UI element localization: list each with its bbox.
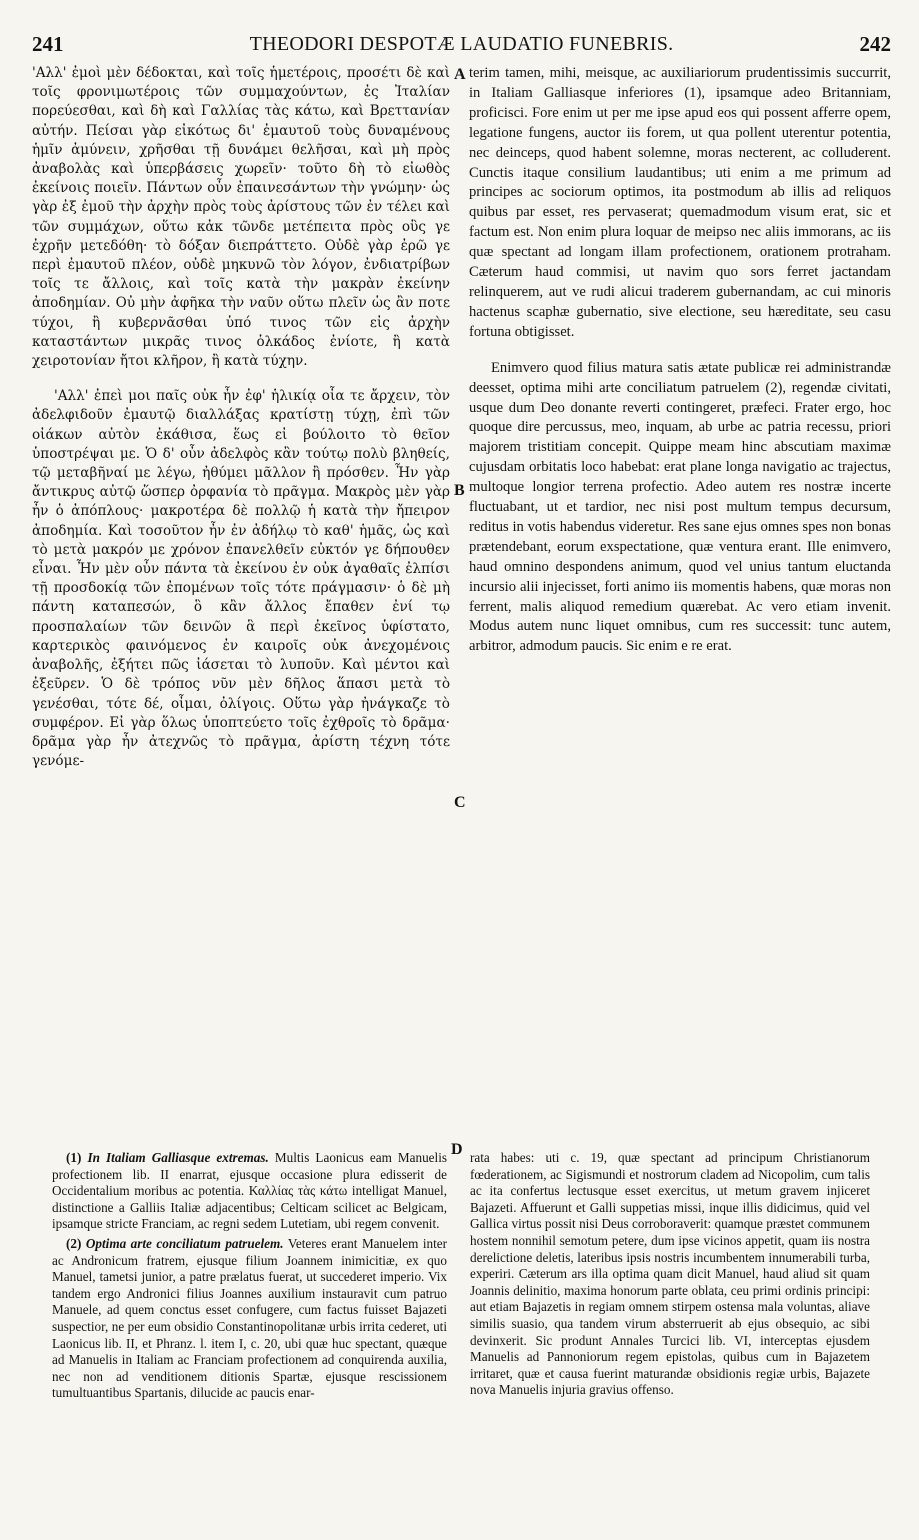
greek-paragraph-2: 'Αλλ' ἐπεὶ μοι παῖς οὐκ ἦν ἐφ' ἡλικίᾳ οἷα τε ἄρχειν, τὸν ἀδελφιδοῦν ἐμαυτῷ διαλλάξας κρατίστῃ τύχῃ, ἐπὶ τῶν οἰάκων αὐτὸν ἐκάθισα, ἕως εἰ βούλοιτο τὸ θεῖον ὑποστρέψαι με. Ὁ δ' οὖν ἀδελφὸς κἂν τούτῳ πολὺ βληθείς, τῷ μεταβῆναί με λέγω, ἠθύμει μᾶλλον ἢ πρόσθεν. Ἦν γὰρ ἄντικρυς αὐτῷ ὥσπερ ὀρφανία τὸ πρᾶγμα. Μακρὸς μὲν γὰρ ἦν ὁ ἀπόπλους· μακροτέρα δὲ πολλῷ ἡ κατὰ τὴν ἤπειρον ἀποδημία. Καὶ τοσοῦτον ἦν ἐν ἀδήλῳ τὸ καθ' ἡμᾶς, ὡς καὶ τὸ μετὰ μακρόν με χρόνον ἐπανελθεῖν εὐκτόν γε δήπουθεν εἶναι. Ἦν μὲν οὖν πάντα τὰ ἐκείνου ἐν οὐκ ἀγαθαῖς ἐλπίσι τῇ προσδοκίᾳ τῶν ἐπομένων τοῖς τότε πράγμασιν· ὁ δὲ μὴ πάντη καταπεσών, ὃ κἂν ἄλλος ἔπαθεν ἐνί τῳ προσπαλαίων τῶν δεινῶν ἃ περὶ ἐκεῖνος ὑφίστατο, καρτερικὸς φαινόμενος ἐν καιροῖς οὐκ ἀνεχομένοις ἀναβολῆς, ἐξήτει πῶς ἰάσεται τὸ λυποῦν. Καὶ μέντοι καὶ ἐξεῦρεν. Ὁ δὲ τρόπος νῦν μὲν δῆλος ἅπασι μετὰ τὸ γενέσθαι, τότε δέ, οἶμαι, ὀλίγοις. Οὕτω γὰρ ἠνάγκαζε τὸ συμφέρον. Εἰ γὰρ ὅλως ὑποπτεύετο τοῖς ἐχθροῖς τὸ δρᾶμα· δρᾶμα γὰρ ἦν ἀτεχνῶς τὸ πρᾶγμα, ἀρίστη τέχνη τότε γενόμε- (32, 388, 450, 770)
greek-paragraph-1: 'Αλλ' ἐμοὶ μὲν δέδοκται, καὶ τοῖς ἡμετέροις, προσέτι δὲ καὶ τοῖς φρονιμωτέροις τῶν συμμαχούντων, ἐς Ἰταλίαν πορεύεσθαι, καὶ δὴ καὶ Γαλλίας τὰς κάτω, καὶ Βρεττανίαν αὐτήν. Πείσαι γὰρ εἰκότως δι' ἐμαυτοῦ τοὺς δυναμένους ἡμῖν ἀμύνειν, χρῆσθαι τῇ δυνάμει θελῆσαι, καὶ μὴ πρὸς ἀναβολὰς καὶ ὑπερβάσεις χωρεῖν· τοῦτο δὴ τὸ εἰωθὸς ἐκείνοις ποιεῖν. Πάντων οὖν ἐπαινεσάντων τὴν γνώμην· ὡς γὰρ ἐξ ἐμοῦ τὴν ἀρχὴν πρὸς τοὺς ἀρίστους τῶν ἐν τέλει καὶ τῶν συμμάχων, οὕτω κἀκ τῶνδε μετέπειτα πρὸς οὓς γε ἐχρῆν μετεδόθη· τὸ δόξαν διεπράττετο. Οὐδὲ γὰρ ἐρῶ γε περὶ ἐμαυτοῦ πλέον, οὐδὲ μηκυνῶ τὸν λόγον, ἐνδιατρίβων τοῖς τε ἄλλοις, καὶ τοῖς κατὰ τὴν μακρὰν ἐκείνην ἀποδημίαν. Οὐ μὴν ἀφῆκα τὴν ναῦν οὕτω πλεῖν ὡς ἂν ποτε τύχοι, ἢ κυβερνᾶσθαι ὑπό τινος τῶν εἰς ἀρχὴν καταστάντων μικρᾶς τινος ὁλκάδος ἐνίοτε, ἢ κατὰ χειροτονίαν ἤτοι κλῆρον, ἢ κατὰ τύχην. (32, 65, 450, 370)
footnote-2-text: Veteres erant Manuelem inter ac Andronicum fratrem, ejusque filium Joannem inimicitiæ, ex quo Manuel, tametsi junior, a patre prælatus fuerat, ut succederet imperio. Vix tandem ergo Andronici filius Joannes auxilium instauravit cum patruo Manuele, ad quem conctus esset confugere, cum factus fuisset Bajazeti suspectior, ne per eum obsidio Constantinopolitanæ urbis irrita cederet, uti Laonicus lib. II, et Phranz. l. item I, c. 20, ubi quæ huc spectant, quæque ad Manuelis in Italiam ac Franciam profectionem ad conquirenda auxilia, nec non ad venditionem ditionis Spartæ, ejusque rescissionem tumultuantibus Spartanis, dilucide ac paucis enar- (52, 1235, 447, 1401)
running-header (32, 30, 891, 60)
margin-marker-d: D (451, 1141, 463, 1158)
footnote-1 (52, 1150, 447, 1233)
footnote-2 (52, 1236, 447, 1402)
page-number-left: 241 (32, 32, 64, 56)
footnotes-left-column (52, 1150, 447, 1405)
footnote-1-title: In Italiam Galliasque extremas. (87, 1150, 269, 1165)
margin-marker-a: A (454, 66, 466, 83)
latin-column (469, 64, 891, 657)
footnote-2-title: Optima arte conciliatum patruelem. (85, 1235, 284, 1251)
margin-marker-c: C (454, 794, 466, 811)
footnotes (52, 1141, 872, 1480)
footnote-1-label: (1) (66, 1150, 82, 1165)
running-title: THEODORI DESPOTÆ LAUDATIO FUNEBRIS. (249, 33, 674, 55)
latin-paragraph-2: Enimvero quod filius matura satis ætate publicæ rei administrandæ deesset, optima mihi arte conciliatum patruelem (2), regendæ civitati, usque dum Deo donante reverti contingeret, præfeci. Frater ergo, hoc quoque dire percussus, meo, inquam, ab urbe ac patria recessu, priori majorem tristitiam concepit. Quippe meam hinc abscutiam maximæ cujusdam orbitatis loco habebat: erat plane longa navigatio ac trajectus, multoque longior terrena profectio. Adeo autem res nostræ incerte fluctuabant, ut et tardior, nec nisi post multum tempus decursum, reditus in votis habendus videretur. Res sane ejus omnes spes non bonas prætendebant, eorum exspectatione, quæ ventura erant. Ille enimvero, haud omnino despondens animum, quod vel unius tantum eluctanda incursio alii injecisset, forti animo iis momentis habens, quæ moras non ferrent, malis aliquod remedium quærebat. Ac vero etiam invenit. Modus autem nunc liquet omnibus, cum res successit: tunc autem, arbitror, admodum paucis. Sic enim e re erat. (469, 359, 891, 655)
footnote-1-text: Multis Laonicus eam Manuelis profectionem lib. II enarrat, ejusque occasione plura edisserit de Occidentalium moribus ac potentia. Καλλίας τὰς κάτω intelligat Manuel, distinctione a Galliis Italiæ adjacentibus; Celticam scilicet ac Belgicam, ipsamque stricte Franciam, ac regni sedem Lutetiam, ubi regem convenit. (52, 1150, 447, 1232)
margin-marker-b: B (454, 482, 465, 499)
footnote-continued: rata habes: uti c. 19, quæ spectant ad principum Christianorum fœderationem, ac Sigismundi et nostrorum cladem ad Nicopolim, cum talis ac ita confertus lectusque esset exercitus, ut metum gravem injiceret Bajazeti. Affuerunt et Galli suppetias missi, inque illis didicimus, quid vel Gallica virtus possit nisi Deus corroboraverit: quamque præstet communem hostem nonnihil semotum petere, dum ipse vicinos appetit, quam iis nostra derelictione deletis, lateribus ipsis nostris incumbentem innumerabili turba, experiri. Cæterum ars illa optima quam dicit Manuel, haud aliud sit quam Joannis delinitio, maxima honorum parte oblata, ceu primi ordinis principi: aut etiam Bajazetis in regiam omnem stirpem ostensa mala voluntas, aliave similis suasio, qua tandem virum absterruerit ab ejus obsequio, ac sibi devinxerit. Sic produnt Annales Turcici lib. VI, interceptas ejusdem Manuelis ad Pannoniorum regem epistolas, quibus cum in Bajazetem irritaret, quæ et causa fuerint maturandæ obsidionis regiæ urbis, Bajazete nova Manuelis injuria gravius offenso. (470, 1150, 870, 1398)
page-number-right: 242 (859, 32, 891, 56)
latin-paragraph-1: terim tamen, mihi, meisque, ac auxiliariorum prudentissimis succurrit, in Italiam Galliasque inferiores (1), ipsamque adeo Britanniam, proficisci. Fore enim ut per me ipse apud eos qui possent afferre opem, legatione fungens, auctor iis forem, ut qua pollent uterentur potentia, nec deinceps, quod habent solemne, moras necterent, ac colluderent. Cunctis itaque consilium laudantibus; uti enim a me primum ad principes ac sociorum optimos, ita postmodum ab illis ad reliquos quibus par esset, res pervaserat; quemadmodum visum erat, sic et factum est. Non enim plura loquar de meipso nec aliis immorans, ac iis quæ spectant ad longam illam profectionem, orationem protraham. Cæterum haud commisi, ut navim quo sors ferret jactandam relinquerem, aut ve rudi alicui traderem gubernandam, ac cui minoris hactenus scaphæ gubernatio, sive electione, seu hæreditate, seu casu fortuna obtigisset. (469, 65, 891, 340)
footnotes-right-column (470, 1150, 870, 1402)
footnote-2-label: (2) (66, 1235, 82, 1251)
greek-column (32, 64, 450, 771)
